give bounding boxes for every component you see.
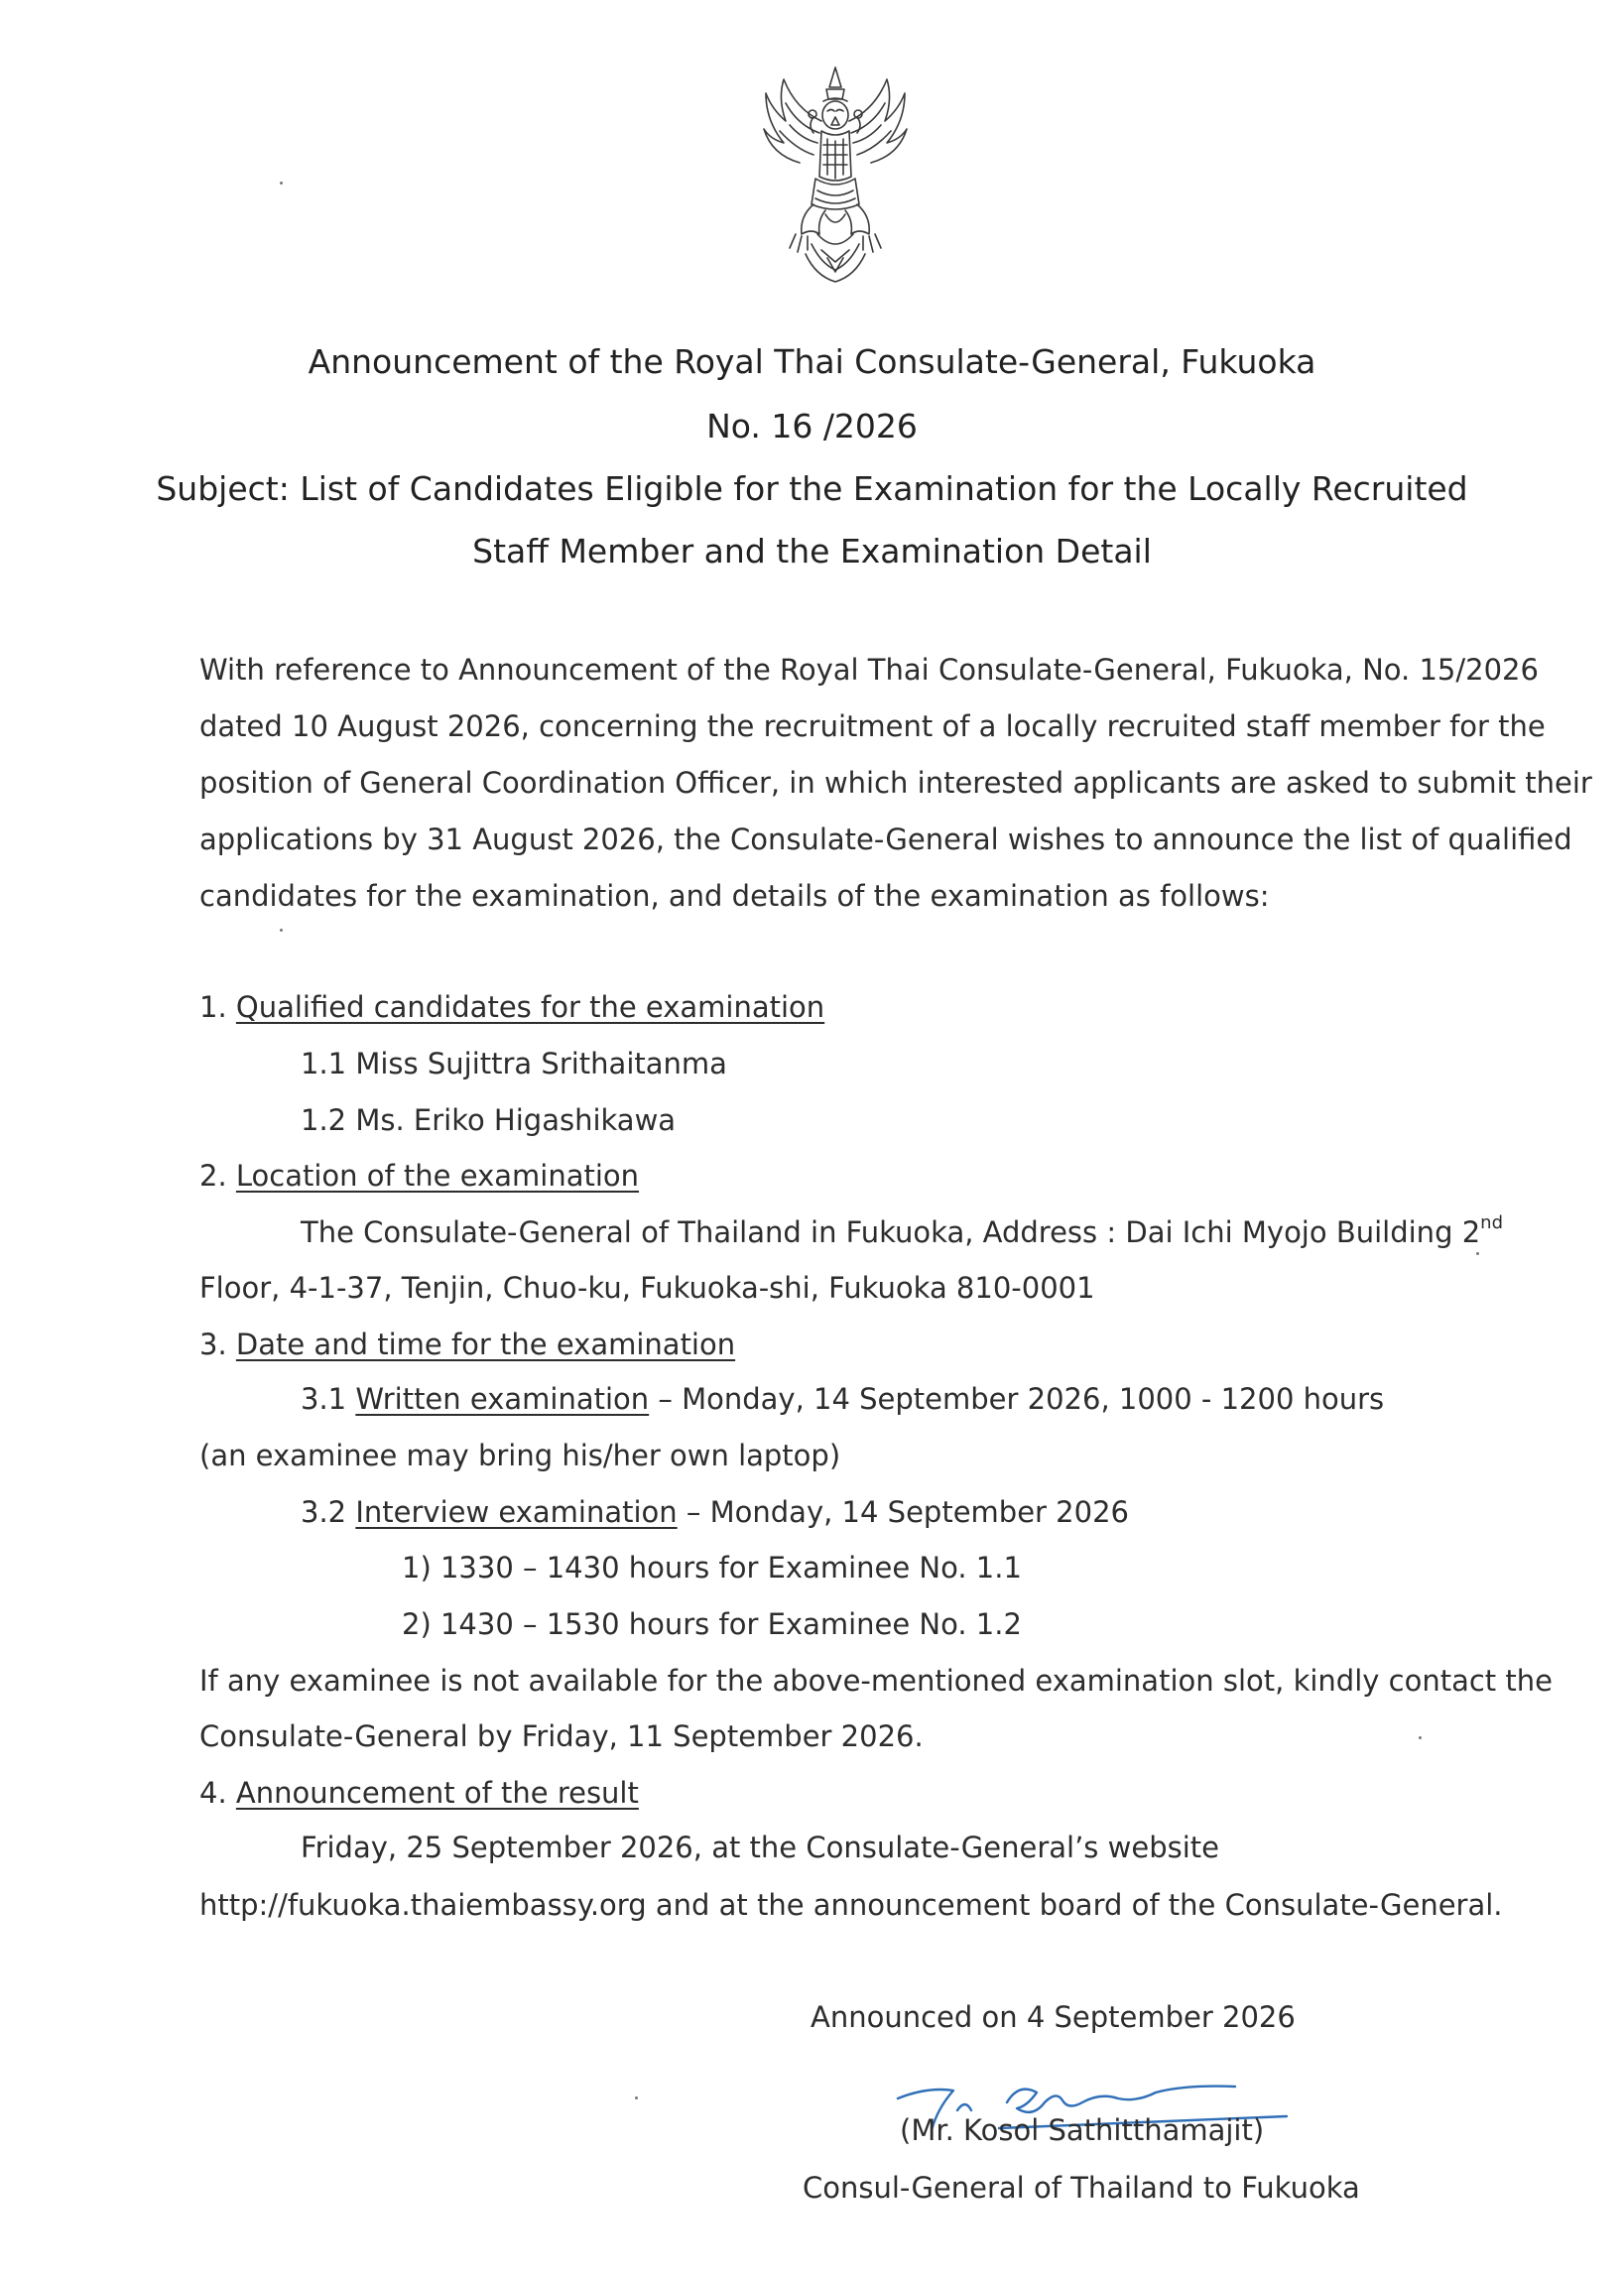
interview-slot-2: 2) 1430 – 1530 hours for Examinee No. 1.2 [402, 1607, 1022, 1641]
written-exam-label: Written examination [355, 1382, 650, 1416]
section-4-number: 4. [199, 1776, 227, 1810]
subject-line-1: Subject: List of Candidates Eligible for the Examination for the Locally Recruited [156, 469, 1468, 508]
location-line-2: Floor, 4-1-37, Tenjin, Chuo-ku, Fukuoka-shi, Fukuoka 810-0001 [199, 1271, 1095, 1305]
result-line-2: http://fukuoka.thaiembassy.org and at the announcement board of the Consulate-General. [199, 1888, 1503, 1922]
signatory-title: Consul-General of Thailand to Fukuoka [803, 2171, 1360, 2205]
section-1-title: Qualified candidates for the examination [235, 990, 825, 1024]
intro-line-1: With reference to Announcement of the Royal Thai Consulate-General, Fukuoka, No. 15/2026 [199, 653, 1539, 687]
scan-speck [280, 929, 283, 932]
ordinal-suffix: nd [1480, 1212, 1503, 1233]
scan-speck [635, 2096, 638, 2099]
result-line-1: Friday, 25 September 2026, at the Consulate-General’s website [301, 1831, 1219, 1864]
announcement-number: No. 16 /2026 [706, 407, 918, 445]
intro-line-5: candidates for the examination, and details of the examination as follows: [199, 879, 1270, 913]
availability-notice-line-1: If any examinee is not available for the above-mentioned examination slot, kindly contact the [199, 1664, 1553, 1698]
section-1-number: 1. [199, 990, 227, 1024]
section-2-heading [199, 1159, 639, 1193]
intro-line-2: dated 10 August 2026, concerning the recruitment of a locally recruited staff member for the [199, 709, 1546, 743]
interview-exam-label: Interview examination [355, 1495, 678, 1529]
garuda-emblem-icon [756, 60, 915, 293]
scan-speck [1419, 1736, 1422, 1739]
section-3-heading [199, 1328, 735, 1361]
written-exam-note: (an examinee may bring his/her own laptop) [199, 1439, 841, 1472]
interview-exam-number: 3.2 [301, 1495, 347, 1529]
signatory-name: (Mr. Kosol Sathitthamajit) [900, 2113, 1265, 2147]
written-exam-detail: – Monday, 14 September 2026, 1000 - 1200 hours [658, 1382, 1385, 1416]
section-2-number: 2. [199, 1159, 227, 1193]
section-2-title: Location of the examination [235, 1159, 640, 1193]
candidate-1: 1.1 Miss Sujittra Srithaitanma [301, 1047, 727, 1080]
section-3-number: 3. [199, 1328, 227, 1361]
scan-speck [280, 182, 283, 185]
candidate-2: 1.2 Ms. Eriko Higashikawa [301, 1103, 677, 1137]
announcement-title: Announcement of the Royal Thai Consulate-General, Fukuoka [308, 342, 1316, 381]
written-exam-line [301, 1382, 1384, 1416]
subject-line-2: Staff Member and the Examination Detail [472, 532, 1152, 570]
section-1-heading [199, 990, 824, 1024]
location-line-1 [301, 1212, 1503, 1249]
section-4-heading [199, 1776, 639, 1810]
intro-line-4: applications by 31 August 2026, the Consulate-General wishes to announce the list of qualified [199, 823, 1572, 856]
section-3-title: Date and time for the examination [235, 1328, 736, 1361]
interview-exam-detail: – Monday, 14 September 2026 [686, 1495, 1129, 1529]
scan-speck [1476, 1252, 1479, 1255]
interview-slot-1: 1) 1330 – 1430 hours for Examinee No. 1.1 [402, 1551, 1022, 1585]
availability-notice-line-2: Consulate-General by Friday, 11 September 2026. [199, 1719, 924, 1753]
announced-date: Announced on 4 September 2026 [811, 2000, 1296, 2034]
location-address: The Consulate-General of Thailand in Fukuoka, Address : Dai Ichi Myojo Building 2 [301, 1215, 1481, 1249]
written-exam-number: 3.1 [301, 1382, 347, 1416]
section-4-title: Announcement of the result [235, 1776, 639, 1810]
interview-exam-line [301, 1495, 1129, 1529]
intro-line-3: position of General Coordination Officer, in which interested applicants are asked to submit their [199, 766, 1592, 800]
